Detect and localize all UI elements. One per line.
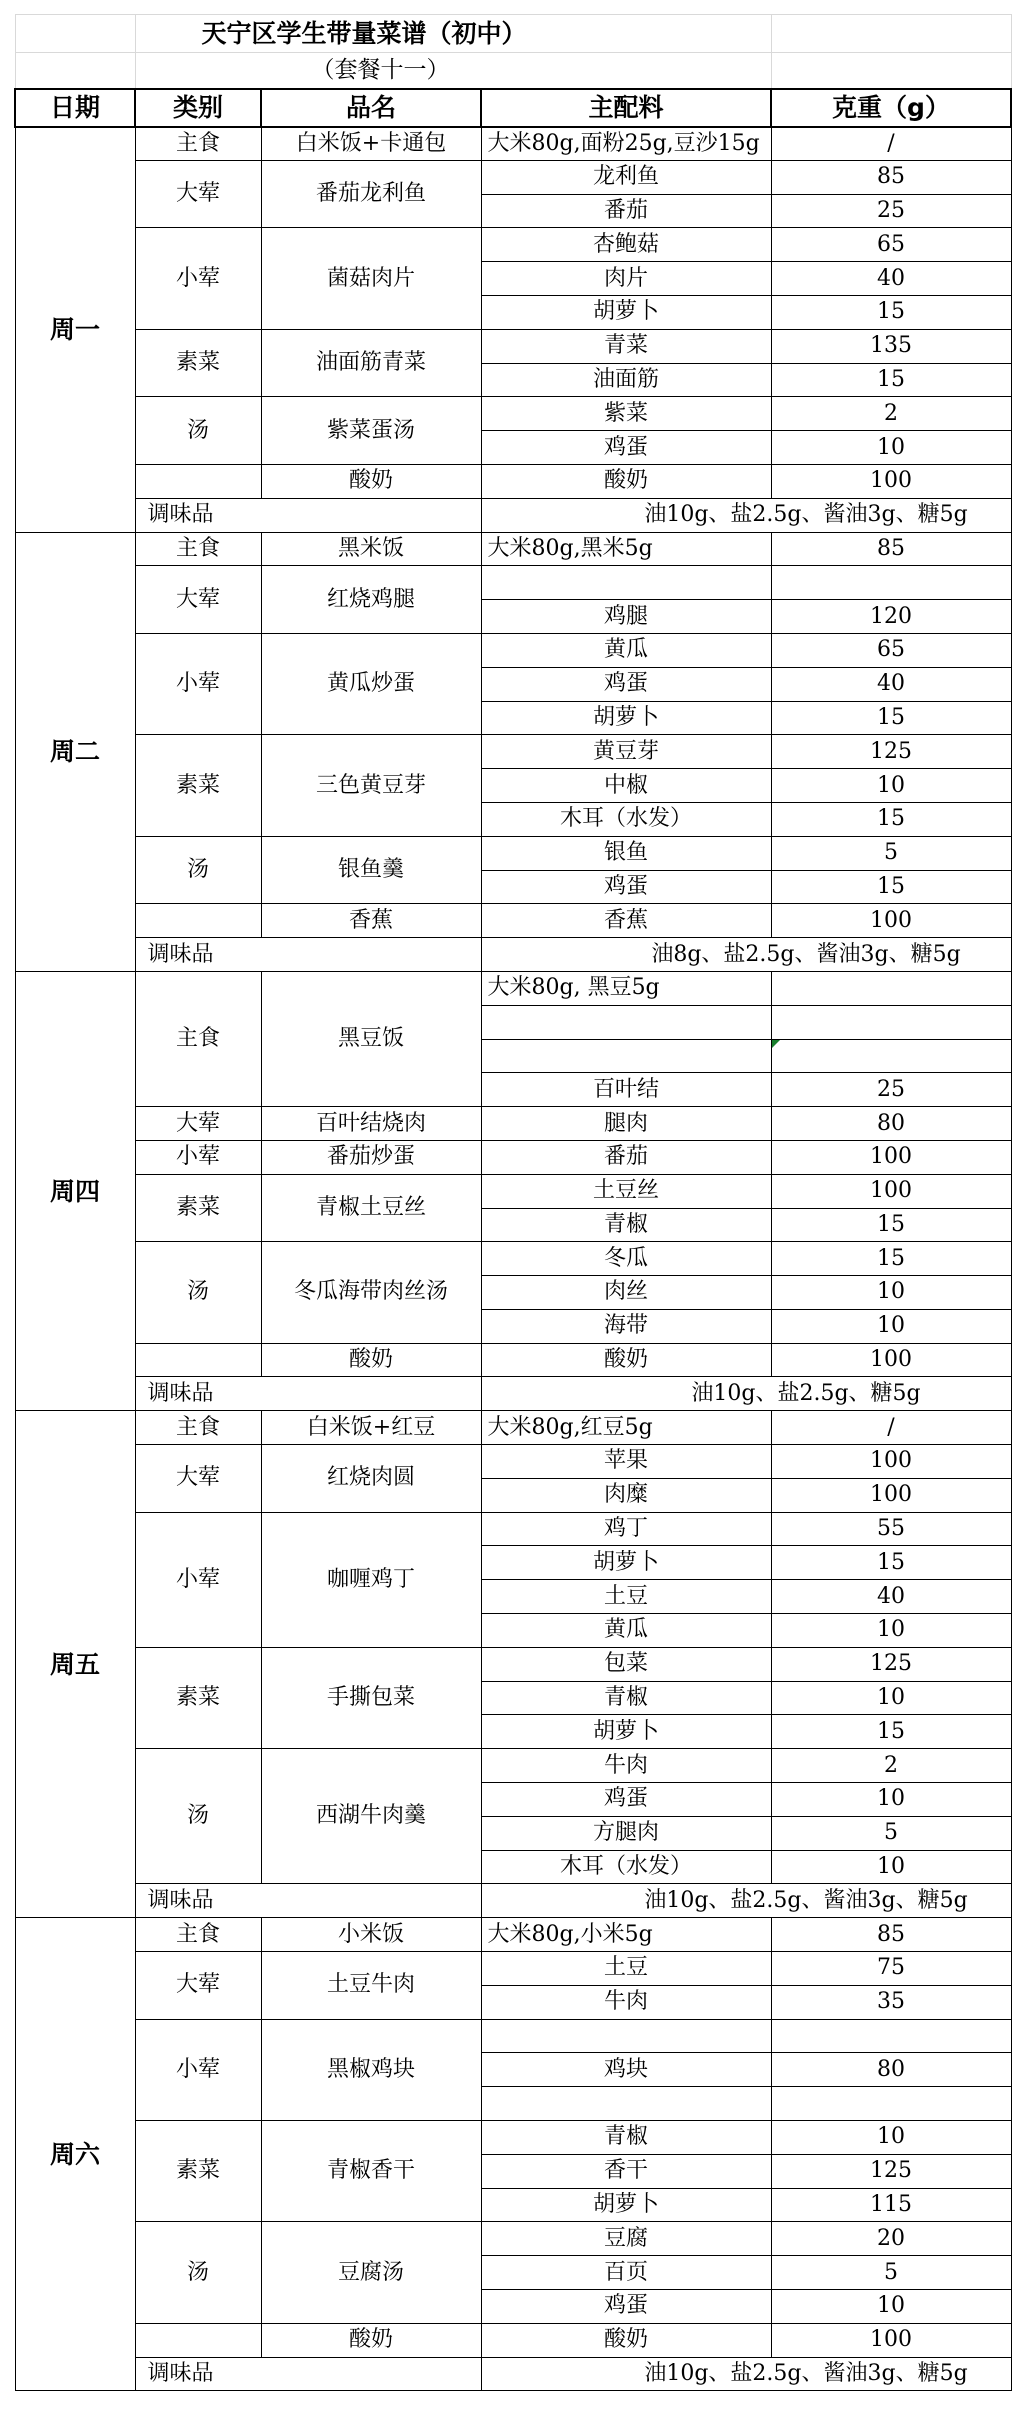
table-row [15,735,1011,769]
dish-cell: 酸奶 [261,2323,481,2357]
ingredient-cell: 油面筋 [481,363,771,397]
category-cell: 大荤 [135,566,261,634]
table-row [15,1647,1011,1681]
weight-cell: 5 [771,2256,1011,2290]
ingredient-cell: 鸡蛋 [481,870,771,904]
day-label: 周五 [15,1411,135,1918]
ingredient-cell [481,2019,771,2053]
ingredient-cell: 胡萝卜 [481,1715,771,1749]
table-row [15,1411,1011,1445]
weight-cell: 15 [771,1208,1011,1242]
table-row [15,532,1011,566]
weight-cell: 40 [771,262,1011,296]
ingredient-cell: 黄瓜 [481,633,771,667]
table-row [15,633,1011,667]
category-cell: 素菜 [135,329,261,397]
weight-cell: 65 [771,633,1011,667]
weight-cell: / [771,127,1011,161]
weight-cell: 10 [771,1276,1011,1310]
category-cell: 大荤 [135,160,261,228]
weight-cell: 20 [771,2222,1011,2256]
subtitle-row [15,53,1011,89]
dish-cell: 小米饭 [261,1918,481,1952]
ingredient-cell: 大米80g,黑米5g [481,532,771,566]
dish-cell: 百叶结烧肉 [261,1107,481,1141]
ingredient-cell: 黄豆芽 [481,735,771,769]
dish-cell: 手撕包菜 [261,1647,481,1748]
table-row [15,1174,1011,1208]
weight-cell [771,1005,1011,1039]
weight-cell: 35 [771,1985,1011,2019]
ingredient-cell: 龙利鱼 [481,160,771,194]
ingredient-cell: 胡萝卜 [481,701,771,735]
category-cell: 汤 [135,397,261,465]
weight-cell: 2 [771,397,1011,431]
dish-cell: 红烧鸡腿 [261,566,481,634]
category-cell: 小荤 [135,228,261,329]
seasoning-value: 油10g、盐2.5g、糖5g [481,1377,1011,1411]
weight-cell: 100 [771,1140,1011,1174]
table-row [15,1140,1011,1174]
weight-cell: 80 [771,2053,1011,2087]
dish-cell: 西湖牛肉羹 [261,1749,481,1884]
table-row [15,2222,1011,2256]
category-cell [135,1343,261,1377]
ingredient-cell: 鸡腿 [481,600,771,634]
ingredient-cell: 银鱼 [481,836,771,870]
weight-cell: 40 [771,667,1011,701]
seasoning-value: 油8g、盐2.5g、酱油3g、糖5g [481,938,1011,972]
weight-cell: 80 [771,1107,1011,1141]
ingredient-cell: 中椒 [481,769,771,803]
ingredient-cell: 大米80g,红豆5g [481,1411,771,1445]
ingredient-cell: 青菜 [481,329,771,363]
dish-cell: 豆腐汤 [261,2222,481,2323]
weight-cell: 120 [771,600,1011,634]
category-cell: 小荤 [135,1512,261,1647]
seasoning-label: 调味品 [135,1377,481,1411]
ingredient-cell: 杏鲍菇 [481,228,771,262]
weight-cell: 15 [771,363,1011,397]
weight-cell: 100 [771,2323,1011,2357]
ingredient-cell: 百叶结 [481,1073,771,1107]
weight-cell: 10 [771,1614,1011,1648]
weight-cell: 40 [771,1580,1011,1614]
sheet-subtitle: （套餐十一） [135,53,771,89]
day-label: 周一 [15,127,135,533]
ingredient-cell: 土豆 [481,1952,771,1986]
dish-cell: 白米饭+卡通包 [261,127,481,161]
weight-cell: 2 [771,1749,1011,1783]
table-row [15,2121,1011,2155]
ingredient-cell: 牛肉 [481,1749,771,1783]
weight-cell: 55 [771,1512,1011,1546]
weight-cell: 135 [771,329,1011,363]
table-row [15,329,1011,363]
weight-cell: / [771,1411,1011,1445]
ingredient-cell: 豆腐 [481,2222,771,2256]
ingredient-cell: 木耳（水发） [481,802,771,836]
category-cell: 素菜 [135,735,261,836]
header-category: 类别 [135,89,261,127]
category-cell: 主食 [135,127,261,161]
ingredient-cell: 胡萝卜 [481,295,771,329]
dish-cell: 菌菇肉片 [261,228,481,329]
table-row [15,1749,1011,1783]
weight-cell [771,566,1011,600]
ingredient-cell: 肉糜 [481,1478,771,1512]
category-cell: 汤 [135,2222,261,2323]
category-cell [135,2323,261,2357]
dish-cell: 油面筋青菜 [261,329,481,397]
seasoning-label: 调味品 [135,498,481,532]
category-cell: 小荤 [135,2019,261,2120]
header-dish: 品名 [261,89,481,127]
ingredient-cell: 黄瓜 [481,1614,771,1648]
table-row [15,836,1011,870]
table-row [15,397,1011,431]
weight-cell: 100 [771,904,1011,938]
ingredient-cell: 土豆丝 [481,1174,771,1208]
ingredient-cell: 大米80g,面粉25g,豆沙15g [481,127,771,161]
weight-cell: 100 [771,464,1011,498]
seasoning-label: 调味品 [135,1884,481,1918]
ingredient-cell: 番茄 [481,1140,771,1174]
ingredient-cell: 胡萝卜 [481,2188,771,2222]
category-cell: 汤 [135,1749,261,1884]
dish-cell: 红烧肉圆 [261,1445,481,1513]
weight-cell: 15 [771,1546,1011,1580]
category-cell: 汤 [135,836,261,904]
weight-cell: 5 [771,836,1011,870]
weight-cell: 25 [771,194,1011,228]
category-cell: 大荤 [135,1952,261,2020]
dish-cell: 银鱼羹 [261,836,481,904]
ingredient-cell: 酸奶 [481,2323,771,2357]
ingredient-cell: 包菜 [481,1647,771,1681]
table-row [15,127,1011,161]
weight-cell [771,1039,1011,1073]
dish-cell: 香蕉 [261,904,481,938]
weight-cell: 10 [771,431,1011,465]
weight-cell: 10 [771,769,1011,803]
category-cell: 素菜 [135,1647,261,1748]
ingredient-cell: 方腿肉 [481,1816,771,1850]
ingredient-cell: 香蕉 [481,904,771,938]
ingredient-cell [481,1005,771,1039]
category-cell: 小荤 [135,633,261,734]
seasoning-value: 油10g、盐2.5g、酱油3g、糖5g [481,498,1011,532]
ingredient-cell: 香干 [481,2154,771,2188]
table-row [15,971,1011,1005]
dish-cell: 黑椒鸡块 [261,2019,481,2120]
table-row [15,228,1011,262]
ingredient-cell: 冬瓜 [481,1242,771,1276]
ingredient-cell: 鸡丁 [481,1512,771,1546]
weight-cell: 15 [771,1715,1011,1749]
ingredient-cell: 肉丝 [481,1276,771,1310]
seasoning-row [15,1377,1011,1411]
weight-cell: 10 [771,1783,1011,1817]
header-row [15,89,1011,127]
dish-cell: 番茄炒蛋 [261,1140,481,1174]
dish-cell: 三色黄豆芽 [261,735,481,836]
weight-cell: 25 [771,1073,1011,1107]
seasoning-label: 调味品 [135,938,481,972]
ingredient-cell: 大米80g, 黑豆5g [481,971,771,1005]
weight-cell: 125 [771,735,1011,769]
sheet-title: 天宁区学生带量菜谱（初中） [135,15,771,53]
table-row [15,464,1011,498]
weight-cell: 5 [771,1816,1011,1850]
menu-sheet [14,14,1010,2391]
seasoning-row [15,498,1011,532]
header-date: 日期 [15,89,135,127]
table-row [15,160,1011,194]
category-cell: 主食 [135,971,261,1106]
header-ingredients: 主配料 [481,89,771,127]
ingredient-cell: 百页 [481,2256,771,2290]
dish-cell: 白米饭+红豆 [261,1411,481,1445]
weight-cell: 15 [771,870,1011,904]
weight-cell: 10 [771,1309,1011,1343]
weight-cell: 10 [771,1681,1011,1715]
ingredient-cell: 番茄 [481,194,771,228]
ingredient-cell: 胡萝卜 [481,1546,771,1580]
ingredient-cell: 鸡蛋 [481,667,771,701]
category-cell: 主食 [135,532,261,566]
ingredient-cell: 牛肉 [481,1985,771,2019]
table-row [15,1343,1011,1377]
table-row [15,1445,1011,1479]
weight-cell: 100 [771,1445,1011,1479]
weight-cell: 125 [771,1647,1011,1681]
dish-cell: 紫菜蛋汤 [261,397,481,465]
category-cell: 汤 [135,1242,261,1343]
ingredient-cell: 土豆 [481,1580,771,1614]
weight-cell: 15 [771,802,1011,836]
table-row [15,1512,1011,1546]
day-label: 周四 [15,971,135,1410]
category-cell: 主食 [135,1411,261,1445]
category-cell: 素菜 [135,2121,261,2222]
weight-cell: 125 [771,2154,1011,2188]
weight-cell: 65 [771,228,1011,262]
day-label: 周六 [15,1918,135,2391]
ingredient-cell: 青椒 [481,2121,771,2155]
dish-cell: 黑米饭 [261,532,481,566]
weight-cell: 85 [771,532,1011,566]
weight-cell: 75 [771,1952,1011,1986]
ingredient-cell: 木耳（水发） [481,1850,771,1884]
seasoning-row [15,938,1011,972]
weight-cell [771,2087,1011,2121]
weight-cell: 10 [771,2290,1011,2324]
weight-cell: 100 [771,1478,1011,1512]
weight-cell: 85 [771,160,1011,194]
table-row [15,2323,1011,2357]
title-row [15,15,1011,53]
dish-cell: 青椒香干 [261,2121,481,2222]
table-row [15,1242,1011,1276]
ingredient-cell: 青椒 [481,1681,771,1715]
ingredient-cell: 酸奶 [481,1343,771,1377]
category-cell: 小荤 [135,1140,261,1174]
menu-table [14,14,1012,2391]
weight-cell: 15 [771,295,1011,329]
dish-cell: 咖喱鸡丁 [261,1512,481,1647]
header-weight: 克重（g） [771,89,1011,127]
category-cell [135,464,261,498]
category-cell [135,904,261,938]
ingredient-cell: 鸡蛋 [481,2290,771,2324]
table-row [15,1952,1011,1986]
category-cell: 大荤 [135,1107,261,1141]
weight-cell: 15 [771,1242,1011,1276]
dish-cell: 青椒土豆丝 [261,1174,481,1242]
table-row [15,566,1011,600]
ingredient-cell [481,1039,771,1073]
weight-cell [771,971,1011,1005]
seasoning-value: 油10g、盐2.5g、酱油3g、糖5g [481,1884,1011,1918]
ingredient-cell: 紫菜 [481,397,771,431]
dish-cell: 黄瓜炒蛋 [261,633,481,734]
seasoning-row [15,2357,1011,2391]
dish-cell: 土豆牛肉 [261,1952,481,2020]
ingredient-cell: 苹果 [481,1445,771,1479]
dish-cell: 黑豆饭 [261,971,481,1106]
weight-cell: 100 [771,1343,1011,1377]
day-label: 周二 [15,532,135,971]
weight-cell: 100 [771,1174,1011,1208]
weight-cell: 10 [771,1850,1011,1884]
weight-cell: 85 [771,1918,1011,1952]
weight-cell: 10 [771,2121,1011,2155]
dish-cell: 酸奶 [261,1343,481,1377]
ingredient-cell [481,566,771,600]
ingredient-cell: 鸡蛋 [481,1783,771,1817]
ingredient-cell: 酸奶 [481,464,771,498]
seasoning-row [15,1884,1011,1918]
weight-cell: 15 [771,701,1011,735]
dish-cell: 冬瓜海带肉丝汤 [261,1242,481,1343]
ingredient-cell: 腿肉 [481,1107,771,1141]
table-row [15,904,1011,938]
category-cell: 素菜 [135,1174,261,1242]
weight-cell [771,2019,1011,2053]
seasoning-value: 油10g、盐2.5g、酱油3g、糖5g [481,2357,1011,2391]
ingredient-cell: 鸡蛋 [481,431,771,465]
ingredient-cell: 鸡块 [481,2053,771,2087]
dish-cell: 酸奶 [261,464,481,498]
ingredient-cell: 海带 [481,1309,771,1343]
weight-cell: 115 [771,2188,1011,2222]
table-row [15,2019,1011,2053]
ingredient-cell: 大米80g,小米5g [481,1918,771,1952]
seasoning-label: 调味品 [135,2357,481,2391]
table-row [15,1918,1011,1952]
category-cell: 主食 [135,1918,261,1952]
ingredient-cell: 青椒 [481,1208,771,1242]
dish-cell: 番茄龙利鱼 [261,160,481,228]
ingredient-cell [481,2087,771,2121]
ingredient-cell: 肉片 [481,262,771,296]
category-cell: 大荤 [135,1445,261,1513]
table-row [15,1107,1011,1141]
